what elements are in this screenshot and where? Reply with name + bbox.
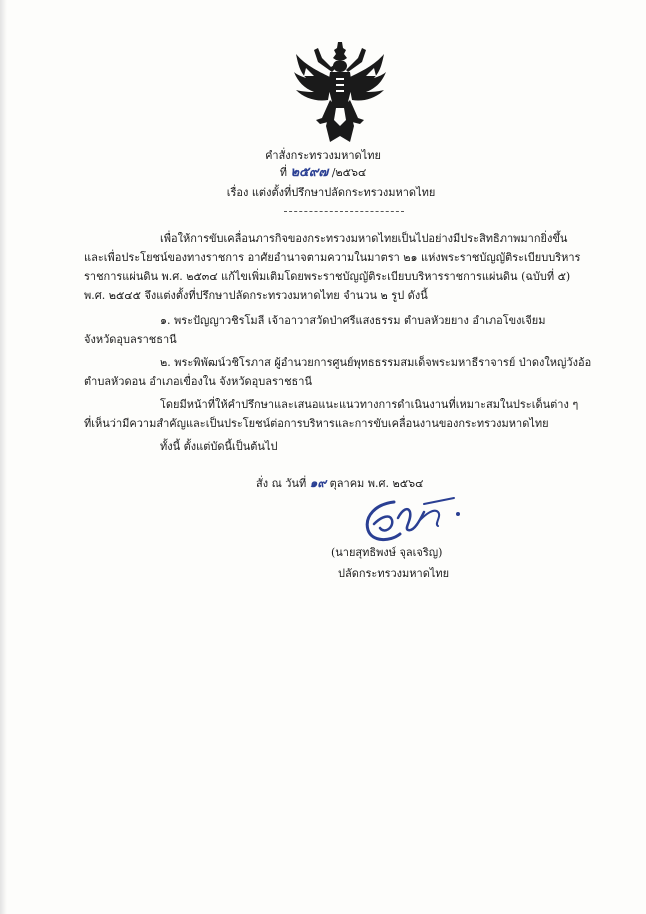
date-day-handwritten: ๑๙ <box>309 476 327 490</box>
order-number-prefix: ที่ <box>279 166 287 179</box>
duties-line: ที่เห็นว่ามีความสำคัญและเป็นประโยชน์ต่อการบริหารและการขับเคลื่อนงานของกระทรวงมหาดไทย <box>84 417 549 430</box>
paragraph1-line: ราชการแผ่นดิน พ.ศ. ๒๕๓๔ แก้ไขเพิ่มเติมโดยพระราชบัญญัติระเบียบบริหารราชการแผ่นดิน (ฉบับที่ ๕) <box>84 270 571 283</box>
order-date-line <box>256 476 423 491</box>
paragraph1-line: และเพื่อประโยชน์ของทางราชการ อาศัยอำนาจตามความในมาตรา ๒๑ แห่งพระราชบัญญัติระเบียบบริหาร <box>84 251 581 264</box>
date-suffix: ตุลาคม พ.ศ. ๒๕๖๔ <box>329 477 424 490</box>
paragraph1-line: เพื่อให้การขับเคลื่อนภารกิจของกระทรวงมหาดไทยเป็นไปอย่างมีประสิทธิภาพมากยิ่งขึ้น <box>160 232 568 245</box>
paragraph1-line: พ.ศ. ๒๕๔๕ จึงแต่งตั้งที่ปรึกษาปลัดกระทรวงมหาดไทย จำนวน ๒ รูป ดังนี้ <box>84 289 428 302</box>
effective-statement: ทั้งนี้ ตั้งแต่บัดนี้เป็นต้นไป <box>160 440 278 453</box>
garuda-emblem-icon <box>292 42 388 146</box>
order-number-handwritten: ๒๕๙๗ <box>290 165 329 180</box>
appointee-2-line: ๒. พระพิพัฒน์วชิโรภาส ผู้อำนวยการศูนย์พุทธธรรมสมเด็จพระมหาธีราจารย์ ป่าดงใหญ่วังอ้อ <box>160 356 592 369</box>
signatory-position: ปลัดกระทรวงมหาดไทย <box>338 567 450 580</box>
appointee-1-line: จังหวัดอุบลราชธานี <box>84 333 177 346</box>
title-divider <box>284 211 404 212</box>
order-title: คำสั่งกระทรวงมหาดไทย <box>265 149 381 162</box>
order-number-line <box>0 166 646 180</box>
order-number-suffix: /๒๕๖๔ <box>331 166 367 179</box>
date-prefix: สั่ง ณ วันที่ <box>256 477 307 490</box>
signatory-name: (นายสุทธิพงษ์ จุลเจริญ) <box>331 546 443 559</box>
subject-label: เรื่อง <box>226 186 249 199</box>
subject-line <box>8 186 646 200</box>
appointee-2-line: ตำบลหัวดอน อำเภอเขื่องใน จังหวัดอุบลราชธานี <box>84 375 312 388</box>
handwritten-signature <box>354 494 466 546</box>
subject-text: แต่งตั้งที่ปรึกษาปลัดกระทรวงมหาดไทย <box>251 186 436 199</box>
appointee-1-line: ๑. พระปัญญาวชิรโมลี เจ้าอาวาสวัดป่าศรีแสงธรรม ตำบลหัวยยาง อำเภอโขงเจียม <box>160 314 546 327</box>
duties-line: โดยมีหน้าที่ให้คำปรึกษาและเสนอแนะแนวทางการดำเนินงานที่เหมาะสมในประเด็นต่าง ๆ <box>160 398 579 411</box>
page-edge-shadow <box>0 0 7 914</box>
